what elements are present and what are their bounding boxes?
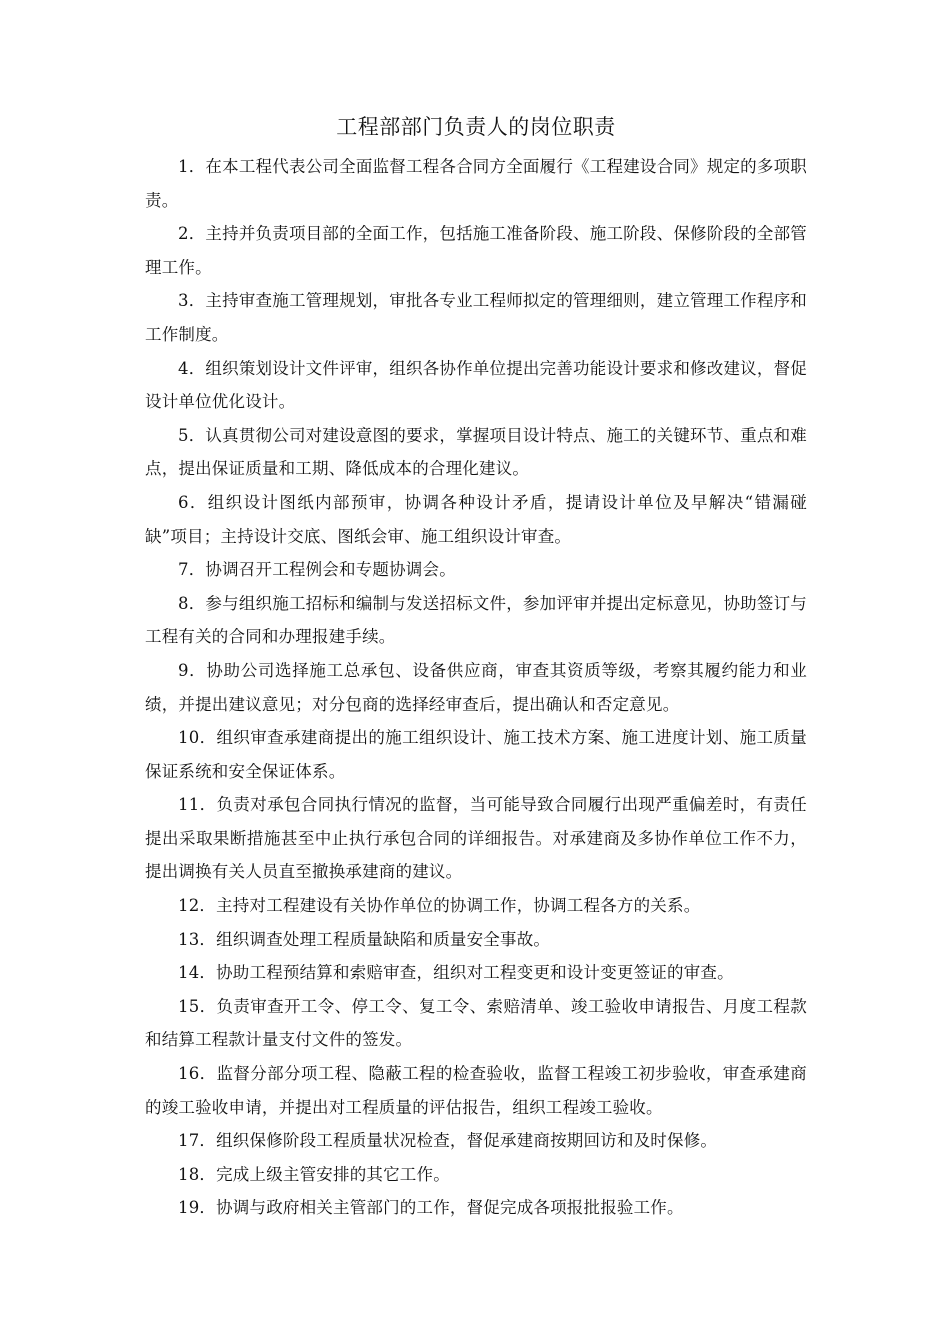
duty-item-15: 15．负责审查开工令、停工令、复工令、索赔清单、竣工验收申请报告、月度工程款和结算工程款计量支付文件的签发。 bbox=[145, 996, 807, 1050]
duty-item-11: 11．负责对承包合同执行情况的监督，当可能导致合同履行出现严重偏差时，有责任提出采取果断措施甚至中止执行承包合同的详细报告。对承建商及多协作单位工作不力，提出调换有关人员直至撤换承建商的建议。 bbox=[145, 795, 807, 882]
duty-item-19: 19．协调与政府相关主管部门的工作，督促完成各项报批报验工作。 bbox=[178, 1198, 684, 1218]
page-title: 工程部部门负责人的岗位职责 bbox=[336, 115, 616, 139]
duty-item-14: 14．协助工程预结算和索赔审查，组织对工程变更和设计变更签证的审查。 bbox=[178, 963, 734, 983]
duty-item-17: 17．组织保修阶段工程质量状况检查，督促承建商按期回访和及时保修。 bbox=[178, 1131, 718, 1151]
duty-item-1: 1．在本工程代表公司全面监督工程各合同方全面履行《工程建设合同》规定的多项职责。 bbox=[145, 157, 807, 210]
duty-item-3: 3．主持审查施工管理规划，审批各专业工程师拟定的管理细则，建立管理工作程序和工作制度。 bbox=[145, 291, 807, 344]
document-page bbox=[145, 112, 807, 1225]
duty-list bbox=[145, 150, 807, 1225]
duty-item-12: 12．主持对工程建设有关协作单位的协调工作，协调工程各方的关系。 bbox=[178, 896, 701, 916]
duty-item-18: 18．完成上级主管安排的其它工作。 bbox=[178, 1164, 450, 1184]
duty-item-5: 5．认真贯彻公司对建设意图的要求，掌握项目设计特点、施工的关键环节、重点和难点，提出保证质量和工期、降低成本的合理化建议。 bbox=[145, 425, 807, 479]
duty-item-13: 13．组织调查处理工程质量缺陷和质量安全事故。 bbox=[178, 929, 551, 949]
duty-item-7: 7．协调召开工程例会和专题协调会。 bbox=[178, 560, 456, 580]
duty-item-10: 10．组织审查承建商提出的施工组织设计、施工技术方案、施工进度计划、施工质量保证系统和安全保证体系。 bbox=[145, 728, 807, 781]
duty-item-8: 8．参与组织施工招标和编制与发送招标文件，参加评审并提出定标意见，协助签订与工程有关的合同和办理报建手续。 bbox=[145, 593, 807, 647]
duty-item-2: 2．主持并负责项目部的全面工作，包括施工准备阶段、施工阶段、保修阶段的全部管理工作。 bbox=[145, 224, 807, 277]
duty-item-4: 4．组织策划设计文件评审，组织各协作单位提出完善功能设计要求和修改建议，督促设计单位优化设计。 bbox=[145, 358, 807, 412]
duty-item-6: 6．组织设计图纸内部预审，协调各种设计矛盾，提请设计单位及早解决“错漏碰缺”项目；主持设计交底、图纸会审、施工组织设计审查。 bbox=[145, 492, 807, 546]
duty-item-16: 16．监督分部分项工程、隐蔽工程的检查验收，监督工程竣工初步验收，审查承建商的竣工验收申请，并提出对工程质量的评估报告，组织工程竣工验收。 bbox=[145, 1064, 807, 1117]
duty-item-9: 9．协助公司选择施工总承包、设备供应商，审查其资质等级，考察其履约能力和业绩，并提出建议意见；对分包商的选择经审查后，提出确认和否定意见。 bbox=[145, 660, 807, 714]
